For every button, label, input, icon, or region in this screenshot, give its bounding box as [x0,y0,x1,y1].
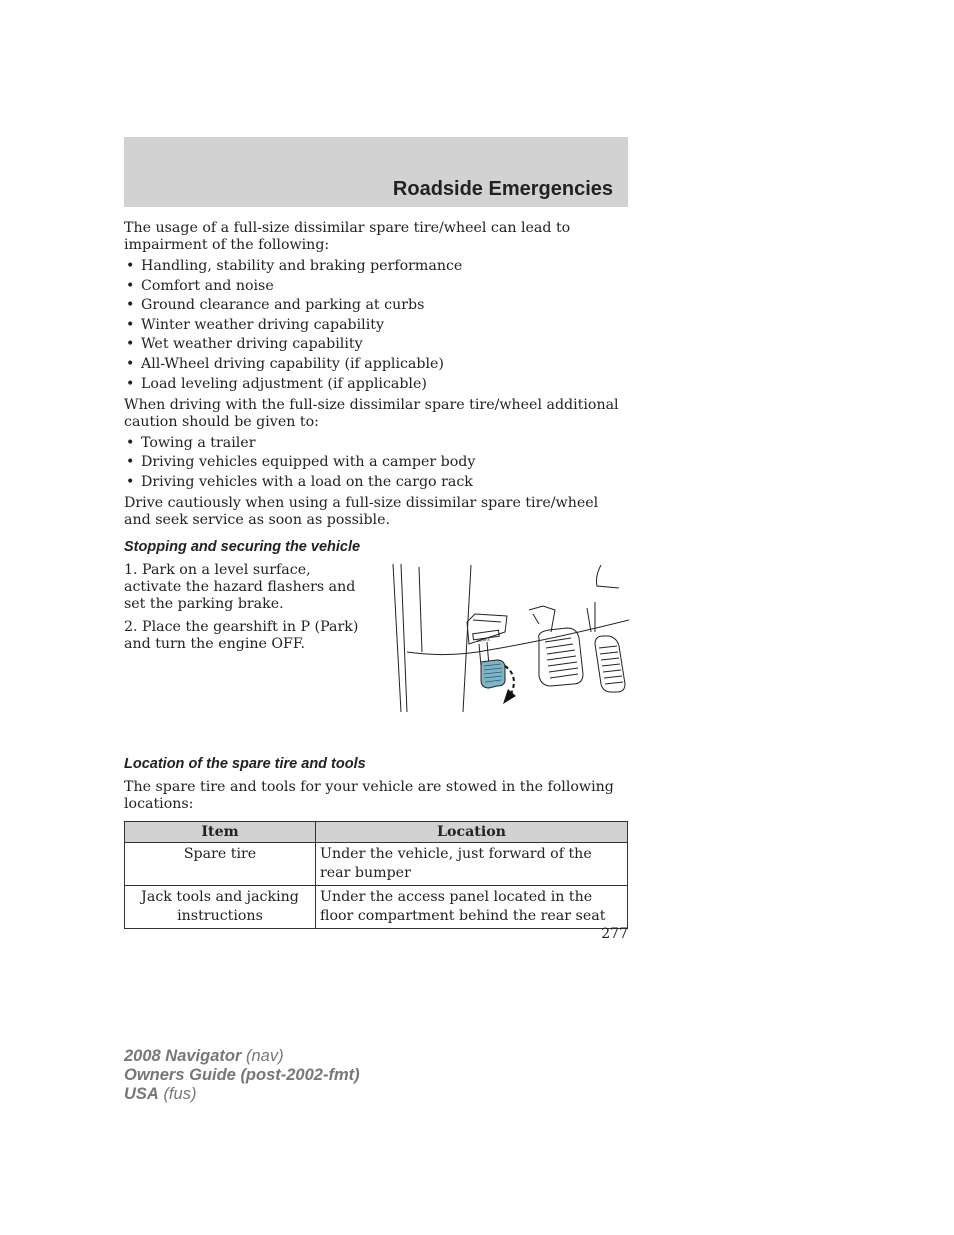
table-cell-location: Under the vehicle, just forward of the rear bumper [316,842,628,885]
document-footer [124,1047,360,1104]
list-item: • Comfort and noise [124,278,628,295]
impairment-list [124,258,628,393]
list-item: • Ground clearance and parking at curbs [124,297,628,314]
caution-paragraph: When driving with the full-size dissimilar spare tire/wheel additional caution should be given to: [124,396,619,430]
table-row [125,842,628,885]
intro-paragraph: The usage of a full-size dissimilar spare tire/wheel can lead to impairment of the following: [124,220,571,253]
footer-line-3 [124,1085,360,1104]
location-heading: Location of the spare tire and tools [124,755,366,772]
list-item: • Driving vehicles with a load on the cargo rack [124,474,628,491]
list-item: • Handling, stability and braking performance [124,258,628,275]
list-item: • Winter weather driving capability [124,317,628,334]
parking-brake-illustration [389,562,629,714]
stopping-steps [124,562,369,659]
page-number: 277 [601,926,628,942]
step-2: 2. Place the gearshift in P (Park) and turn the engine OFF. [124,618,359,652]
table-cell-item: Spare tire [125,842,316,885]
footer-model-code: (nav) [246,1047,284,1065]
column-header-item: Item [125,821,316,842]
footer-market: USA [124,1085,159,1103]
stopping-heading: Stopping and securing the vehicle [124,538,361,555]
spare-tire-location-table [124,821,628,929]
section-header-band [124,137,628,207]
list-item: • Wet weather driving capability [124,336,628,353]
step-1: 1. Park on a level surface, activate the hazard flashers and set the parking brake. [124,561,356,612]
table-header-row [125,821,628,842]
list-item: • All-Wheel driving capability (if applicable) [124,356,628,373]
footer-line-1 [124,1047,360,1066]
table-cell-item: Jack tools and jacking instructions [125,885,316,928]
page-content [124,220,628,929]
stopping-section [124,562,628,742]
footer-model: 2008 Navigator [124,1047,242,1065]
column-header-location: Location [316,821,628,842]
table-row [125,885,628,928]
location-paragraph: The spare tire and tools for your vehicle are stowed in the following locations: [124,778,614,812]
table-cell-location: Under the access panel located in the floor compartment behind the rear seat [316,885,628,928]
footer-line-2 [124,1066,360,1085]
list-item: • Driving vehicles equipped with a camper body [124,454,628,471]
footer-market-code: (fus) [163,1085,197,1103]
brake-label: BRAKE [476,636,491,643]
list-item: • Load leveling adjustment (if applicable) [124,376,628,393]
caution-list [124,435,628,491]
list-item: • Towing a trailer [124,435,628,452]
section-title: Roadside Emergencies [392,178,613,200]
drive-note: Drive cautiously when using a full-size dissimilar spare tire/wheel and seek service as soon as possible. [124,494,599,528]
footer-guide: Owners Guide (post-2002-fmt) [124,1066,360,1084]
